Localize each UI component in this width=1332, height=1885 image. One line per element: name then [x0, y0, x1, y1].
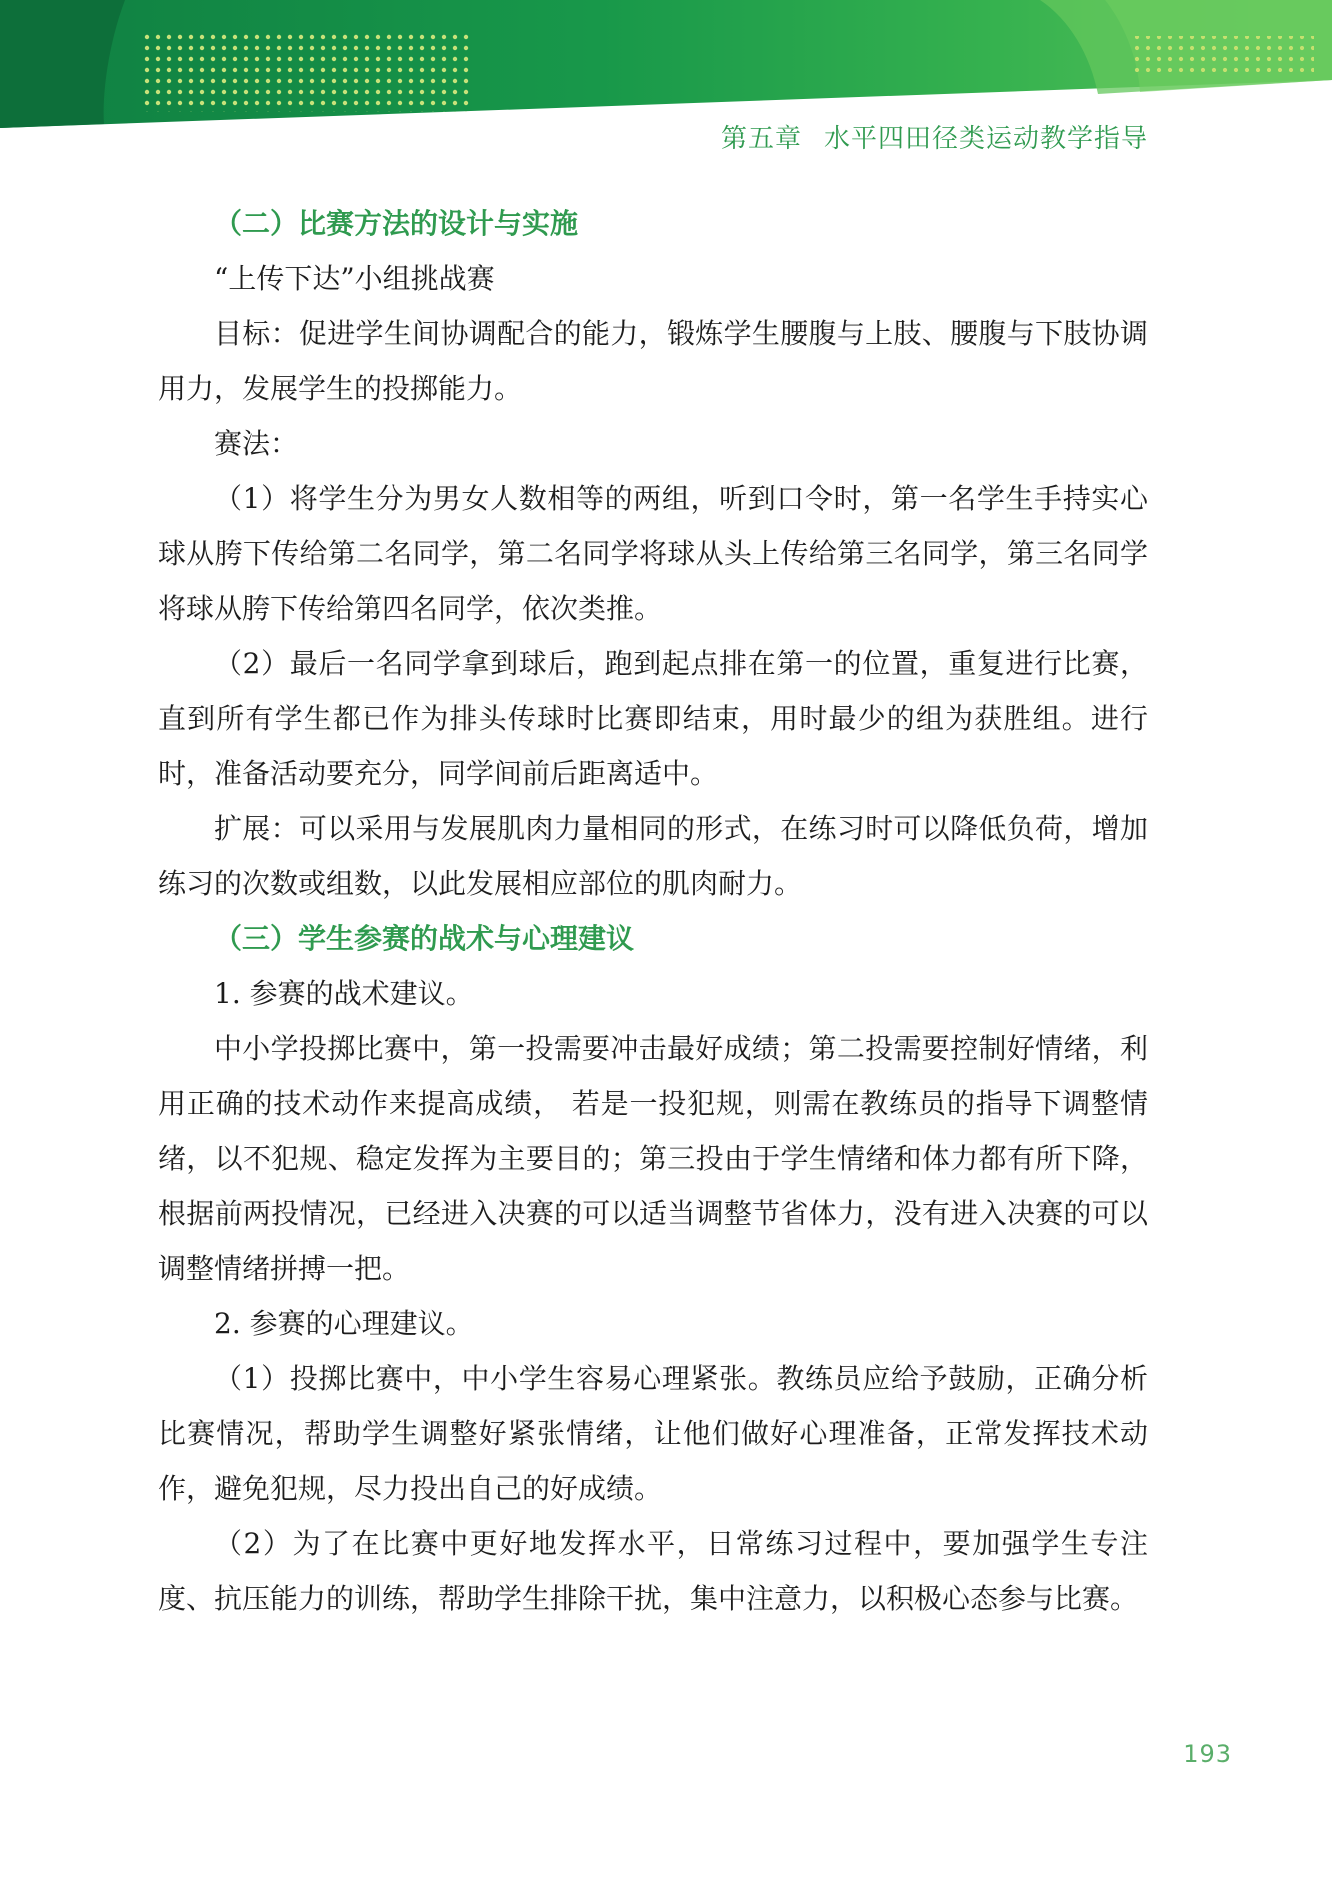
rules-label: 赛法： [214, 427, 299, 460]
psych-2-paragraph: （2）为了在比赛中更好地发挥水平，日常练习过程中，要加强学生专注度、抗压能力的训练，帮助学生排除干扰，集中注意力，以积极心态参与比赛。 [158, 1527, 1148, 1615]
extension-paragraph: 扩展：可以采用与发展肌肉力量相同的形式，在练习时可以降低负荷，增加练习的次数或组数，以此发展相应部位的肌肉耐力。 [158, 812, 1148, 900]
page-number: 193 [1183, 1740, 1232, 1768]
goal-paragraph: 目标：促进学生间协调配合的能力，锻炼学生腰腹与上肢、腰腹与下肢协调用力，发展学生的投掷能力。 [158, 317, 1148, 405]
psych-1-paragraph: （1）投掷比赛中，中小学生容易心理紧张。教练员应给予鼓励，正确分析比赛情况，帮助学生调整好紧张情绪，让他们做好心理准备，正常发挥技术动作，避免犯规，尽力投出自己的好成绩。 [158, 1362, 1148, 1505]
rule-1-paragraph: （1）将学生分为男女人数相等的两组，听到口令时，第一名学生手持实心球从胯下传给第二名同学，第二名同学将球从头上传给第三名同学，第三名同学将球从胯下传给第四名同学，依次类推。 [158, 482, 1148, 625]
game-title: “上传下达”小组挑战赛 [214, 262, 495, 295]
psych-title: 2. 参赛的心理建议。 [214, 1307, 474, 1340]
section-heading-3: （三）学生参赛的战术与心理建议 [214, 922, 635, 955]
section-heading-2: （二）比赛方法的设计与实施 [214, 207, 579, 240]
chapter-name: 水平四田径类运动教学指导 [823, 124, 1148, 154]
rule-2-paragraph: （2）最后一名同学拿到球后，跑到起点排在第一的位置，重复进行比赛，直到所有学生都已作为排头传球时比赛即结束，用时最少的组为获胜组。进行时，准备活动要充分，同学间前后距离适中。 [158, 647, 1148, 790]
chapter-title [721, 118, 1148, 155]
chapter-number: 第五章 [720, 124, 802, 154]
tactics-paragraph: 中小学投掷比赛中，第一投需要冲击最好成绩；第二投需要控制好情绪，利用正确的技术动作来提高成绩， 若是一投犯规，则需在教练员的指导下调整情绪，以不犯规、稳定发挥为主要目的；第三投由于学生情绪和体力都有所下降，根据前两投情况，已经进入决赛的可以适当调整节省体力，没有进入决赛的可以调整情绪拼搏一把。 [158, 1032, 1148, 1285]
page-content [158, 196, 1148, 1626]
tactics-title: 1. 参赛的战术建议。 [214, 977, 474, 1010]
